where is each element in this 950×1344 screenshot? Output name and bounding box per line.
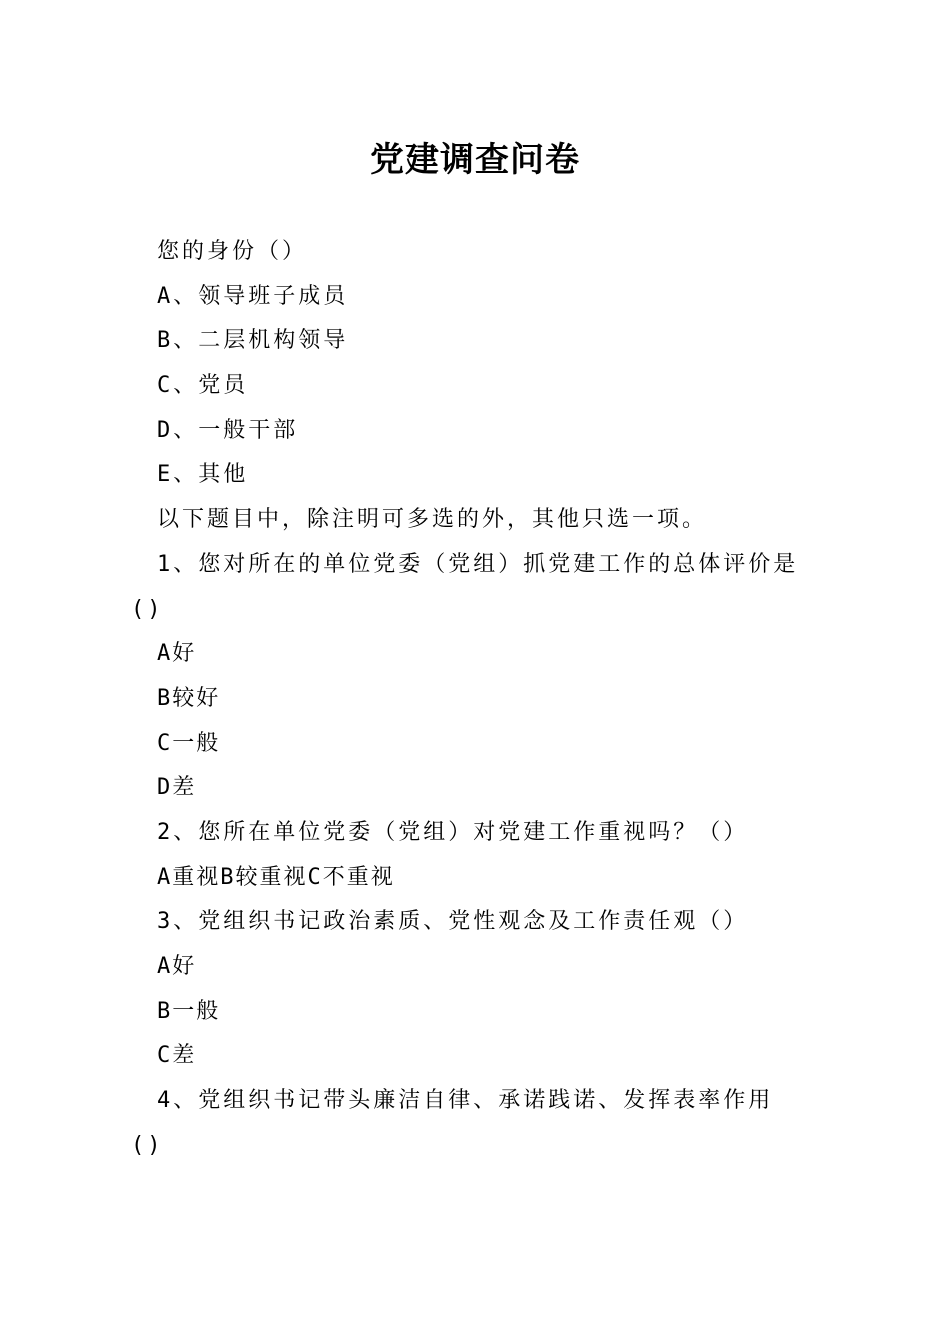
- instruction-text: 以下题目中，除注明可多选的外，其他只选一项。: [157, 507, 708, 533]
- q3-question: 3、党组织书记政治素质、党性观念及工作责任观（）: [157, 909, 749, 935]
- q1-option-c: C一般: [157, 730, 221, 756]
- identity-option-e: E、其他: [157, 462, 249, 488]
- q3-option-a: A好: [157, 954, 197, 979]
- document-title: 党建调查问卷: [370, 140, 580, 180]
- q1-option-a: A好: [157, 641, 197, 667]
- identity-option-d: D、一般干部: [157, 417, 299, 443]
- identity-option-a: A、领导班子成员: [157, 283, 349, 309]
- survey-body: [131, 230, 831, 1168]
- q1-option-d: D差: [157, 775, 197, 801]
- q4-question-line1: 4、党组织书记带头廉洁自律、承诺践诺、发挥表率作用: [157, 1088, 774, 1114]
- q3-option-b: B一般: [157, 998, 221, 1024]
- identity-option-c: C、党员: [157, 373, 249, 399]
- q2-question: 2、您所在单位党委（党组）对党建工作重视吗？（）: [157, 819, 749, 845]
- q1-question-line2: (): [131, 596, 164, 622]
- q1-option-b: B较好: [157, 685, 221, 711]
- q3-option-c: C差: [157, 1043, 197, 1069]
- q4-question-line2: (): [131, 1132, 164, 1158]
- q1-question-line1: 1、您对所在的单位党委（党组）抓党建工作的总体评价是: [157, 551, 799, 577]
- identity-question: 您的身份（）: [157, 239, 308, 264]
- identity-option-b: B、二层机构领导: [157, 328, 349, 354]
- q2-options: A重视B较重视C不重视: [157, 864, 395, 890]
